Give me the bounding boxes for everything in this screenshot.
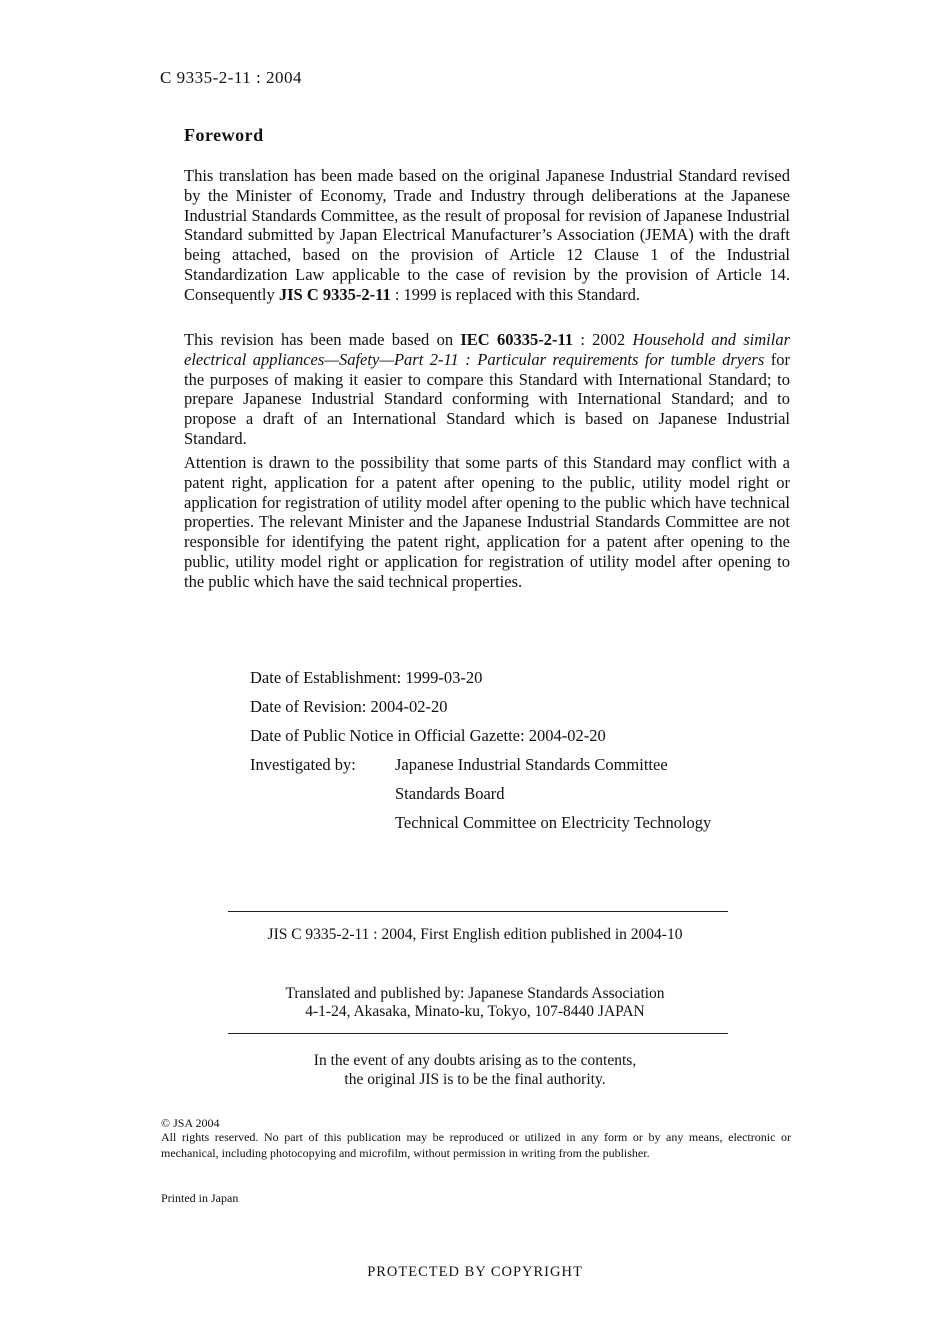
p1-text-b: : 1999 is replaced with this Standard.	[390, 284, 641, 304]
investigated-technical-committee: Technical Committee on Electricity Technology	[395, 813, 712, 832]
divider-top	[228, 911, 728, 912]
protected-footer: PROTECTED BY COPYRIGHT	[367, 1264, 583, 1280]
investigated-board: Standards Board	[395, 784, 505, 803]
document-code: C 9335-2-11 : 2004	[160, 68, 303, 87]
p2-text-c: for the purposes of making it easier to compare this Standard with International Standard; to prepare Japanese Industrial Standard conforming with International Standard; and to propose a draft of an International Standard which is based on Japanese Industrial Standard.	[184, 349, 790, 448]
investigated-committee: Japanese Industrial Standards Committee	[395, 755, 668, 774]
p2-text-a: This revision has been made based on	[184, 330, 461, 349]
foreword-paragraph-1	[184, 166, 790, 305]
edition-line: JIS C 9335-2-11 : 2004, First English edition published in 2004-10	[267, 926, 683, 943]
doubts-line-2: the original JIS is to be the final authority.	[344, 1071, 606, 1088]
foreword-paragraph-2	[184, 330, 790, 449]
translated-by: Translated and published by: Japanese Standards Association	[285, 985, 665, 1002]
date-public-notice: Date of Public Notice in Official Gazette: 2004-02-20	[250, 726, 606, 745]
p1-text-a: This translation has been made based on the original Japanese Industrial Standard revised by the Minister of Economy, Trade and Industry through deliberations at the Japanese Industrial Standards Committee, as the result of proposal for revision of Japanese Industrial Standard submitted by Japan Electrical Manufacturer’s Association (JEMA) with the draft being attached, based on the provision of Article 12 Clause 1 of the Industrial Standardization Law applicable to the case of revision by the provision of Article 14. Consequently	[184, 166, 790, 304]
copyright-jsa: © JSA 2004	[161, 1116, 220, 1130]
date-revision: Date of Revision: 2004-02-20	[250, 697, 448, 716]
foreword-paragraph-3: Attention is drawn to the possibility that some parts of this Standard may conflict with a patent right, application for a patent after opening to the public, utility model right or application for registration of utility model after opening to the public which have technical properties. The relevant Minister and the Japanese Industrial Standards Committee are not responsible for identifying the patent right, application for a patent after opening to the public, utility model right or application for registration of utility model after opening to the public which have the said technical properties.	[184, 453, 790, 591]
p2-text-b: : 2002	[573, 330, 633, 349]
foreword-heading: Foreword	[184, 125, 264, 145]
date-establishment: Date of Establishment: 1999-03-20	[250, 668, 483, 687]
p1-jis-reference: JIS C 9335-2-11	[278, 284, 391, 304]
divider-bottom	[228, 1033, 728, 1034]
p2-iec-reference: IEC 60335-2-11	[460, 330, 574, 349]
doubts-line-1: In the event of any doubts arising as to the contents,	[313, 1052, 637, 1069]
printed-in: Printed in Japan	[161, 1191, 239, 1205]
investigated-label: Investigated by:	[250, 755, 356, 774]
p2-iec-title: Household and similar electrical appliances—Safety—Part 2-11 : Particular requirements for tumble dryers	[184, 330, 791, 369]
copyright-rights: All rights reserved. No part of this publication may be reproduced or utilized in any form or by any means, electronic or mechanical, including photocopying and microfilm, without permission in writing from the publisher.	[161, 1130, 791, 1160]
publisher-address: 4-1-24, Akasaka, Minato-ku, Tokyo, 107-8440 JAPAN	[305, 1003, 645, 1020]
